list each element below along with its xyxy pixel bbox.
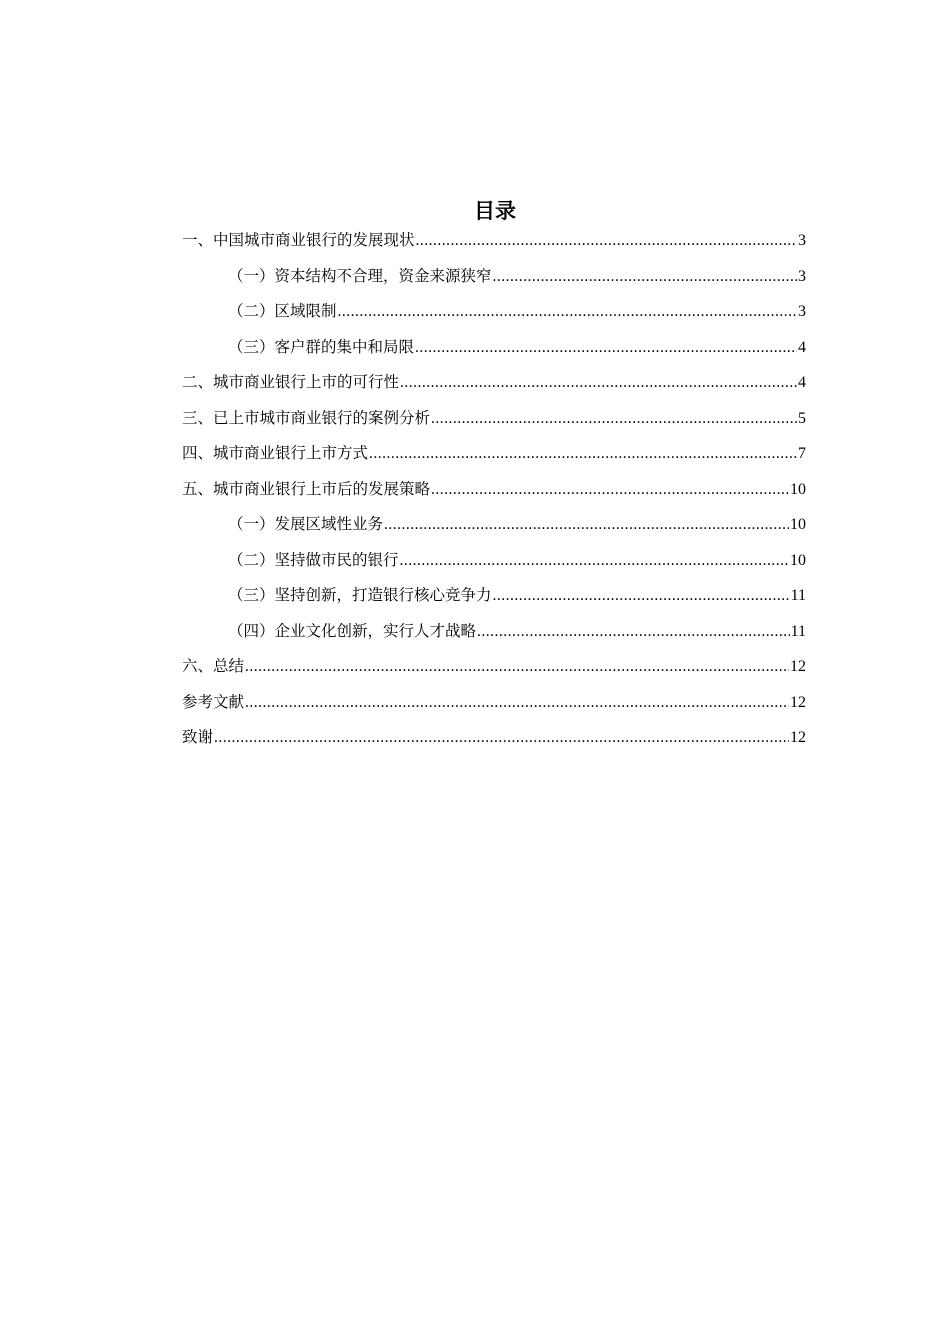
toc-entry[interactable] bbox=[182, 507, 806, 543]
toc-dot-leader bbox=[416, 223, 797, 259]
toc-dot-leader bbox=[493, 259, 797, 295]
toc-dot-leader bbox=[245, 649, 789, 685]
toc-dot-leader bbox=[245, 685, 789, 721]
toc-entry-text: （一）资本结构不合理，资金来源狭窄 bbox=[228, 266, 492, 285]
toc-entry[interactable] bbox=[182, 720, 806, 756]
table-of-contents bbox=[182, 223, 806, 756]
toc-page-number: 3 bbox=[798, 303, 806, 320]
toc-entry-text: 三、已上市城市商业银行的案例分析 bbox=[182, 408, 431, 427]
toc-entry-text: 四、城市商业银行上市方式 bbox=[182, 444, 369, 462]
toc-page-number: 4 bbox=[798, 374, 806, 391]
toc-entry-text: 致谢 bbox=[182, 728, 214, 746]
toc-page-number: 10 bbox=[790, 551, 806, 569]
toc-page-number: 12 bbox=[790, 693, 806, 711]
toc-entry-text: 五、城市商业银行上市后的发展策略 bbox=[182, 479, 431, 498]
toc-entry[interactable] bbox=[182, 685, 806, 721]
toc-entry[interactable] bbox=[182, 294, 806, 330]
toc-dot-leader bbox=[431, 472, 789, 508]
toc-entry[interactable] bbox=[182, 614, 806, 650]
toc-page-number: 10 bbox=[790, 516, 806, 533]
toc-dot-leader bbox=[415, 330, 797, 366]
toc-title: 目录 bbox=[474, 199, 516, 223]
toc-dot-leader bbox=[400, 543, 789, 579]
toc-page-number: 5 bbox=[798, 409, 806, 427]
toc-entry-text: （三）坚持创新，打造银行核心竞争力 bbox=[228, 586, 492, 604]
toc-entry[interactable] bbox=[182, 436, 806, 472]
toc-page-number: 3 bbox=[798, 267, 806, 285]
toc-entry[interactable] bbox=[182, 223, 806, 259]
toc-entry[interactable] bbox=[182, 472, 806, 508]
toc-entry[interactable] bbox=[182, 649, 806, 685]
toc-entry-text: 一、中国城市商业银行的发展现状 bbox=[182, 231, 415, 249]
toc-dot-leader bbox=[400, 365, 797, 401]
toc-page-number: 10 bbox=[790, 480, 806, 498]
toc-entry-text: （二）区域限制 bbox=[228, 302, 337, 320]
toc-entry-text: （一）发展区域性业务 bbox=[228, 515, 384, 533]
toc-entry[interactable] bbox=[182, 259, 806, 295]
toc-page-number: 11 bbox=[790, 587, 806, 604]
toc-entry-text: 六、总结 bbox=[182, 657, 245, 675]
toc-dot-leader bbox=[493, 578, 790, 614]
toc-page-number: 4 bbox=[798, 338, 806, 356]
toc-entry[interactable] bbox=[182, 543, 806, 579]
toc-entry-text: （二）坚持做市民的银行 bbox=[228, 550, 399, 569]
toc-page-number: 3 bbox=[798, 232, 806, 249]
toc-dot-leader bbox=[431, 401, 797, 437]
toc-entry-text: （三）客户群的集中和局限 bbox=[228, 337, 415, 356]
toc-page-number: 12 bbox=[790, 729, 806, 746]
toc-dot-leader bbox=[477, 614, 790, 650]
toc-entry-text: 参考文献 bbox=[182, 692, 245, 711]
toc-entry-text: 二、城市商业银行上市的可行性 bbox=[182, 373, 400, 391]
toc-entry[interactable] bbox=[182, 578, 806, 614]
toc-entry[interactable] bbox=[182, 365, 806, 401]
toc-dot-leader bbox=[369, 436, 797, 472]
toc-dot-leader bbox=[384, 507, 789, 543]
toc-dot-leader bbox=[214, 720, 789, 756]
toc-dot-leader bbox=[338, 294, 797, 330]
toc-page-number: 7 bbox=[798, 445, 806, 462]
toc-entry[interactable] bbox=[182, 401, 806, 437]
toc-entry[interactable] bbox=[182, 330, 806, 366]
toc-page-number: 11 bbox=[790, 622, 806, 640]
toc-page-number: 12 bbox=[790, 658, 806, 675]
toc-entry-text: （四）企业文化创新，实行人才战略 bbox=[228, 621, 477, 640]
